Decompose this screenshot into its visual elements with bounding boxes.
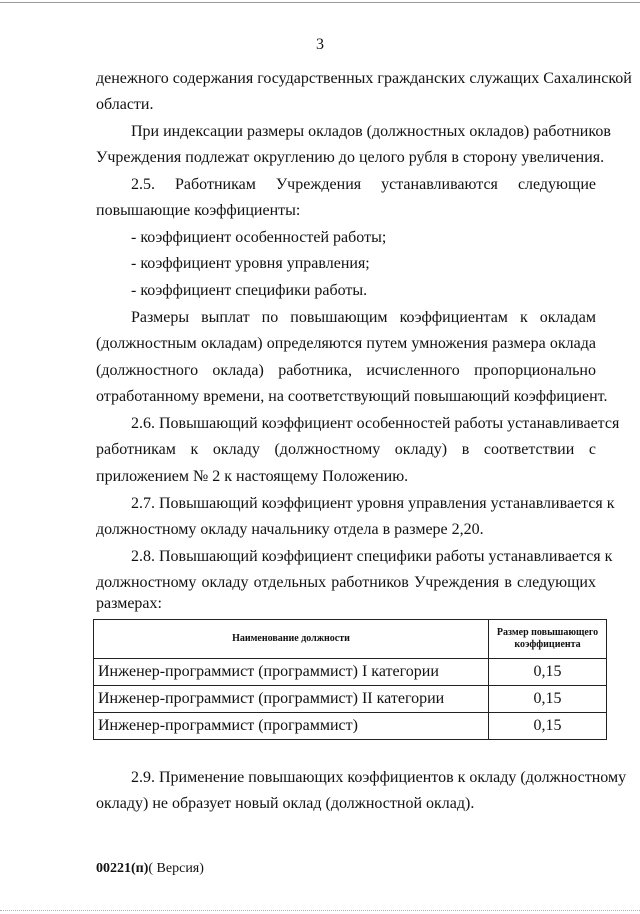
text-line: работникам к окладу (должностному окладу) в соответствии с: [96, 441, 596, 458]
page-number: 3: [316, 36, 324, 53]
text-line: 2.5. Работникам Учреждения устанавливаются следующие: [131, 176, 596, 193]
list-item: - коэффициент особенностей работы;: [131, 229, 387, 246]
document-footer: [96, 861, 204, 877]
text-line: 2.7. Повышающий коэффициент уровня управления устанавливается к: [131, 495, 615, 512]
text-line: 2.6. Повышающий коэффициент особенностей работы устанавливается: [131, 415, 620, 432]
text-line: приложением № 2 к настоящему Положению.: [96, 468, 409, 485]
document-code: 00221(п): [96, 861, 149, 876]
table-header-coefficient: Размер повышающего коэффициента: [489, 620, 607, 659]
table-row: [94, 686, 607, 713]
text-line: 2.8. Повышающий коэффициент специфики работы устанавливается к: [131, 548, 613, 565]
text-line: области.: [96, 96, 154, 113]
coefficient-table: [93, 619, 607, 740]
table-row: [94, 713, 607, 740]
table-cell-position: Инженер-программист (программист) II категории: [94, 686, 489, 713]
text-line: Учреждения подлежат округлению до целого рубля в сторону увеличения.: [96, 149, 605, 166]
list-item: - коэффициент специфики работы.: [131, 282, 368, 299]
list-item: - коэффициент уровня управления;: [131, 255, 370, 272]
table-cell-value: 0,15: [489, 713, 607, 740]
scan-top-edge: [0, 2, 640, 3]
text-line: окладу) не образует новый оклад (должностной оклад).: [96, 795, 475, 812]
document-version: ( Версия): [148, 861, 204, 876]
table-cell-position: Инженер-программист (программист): [94, 713, 489, 740]
text-line: повышающие коэффициенты:: [96, 202, 301, 219]
text-line: (должностным окладам) определяются путем умножения размера оклада: [96, 335, 596, 352]
text-line: должностному окладу начальнику отдела в размере 2,20.: [96, 521, 484, 538]
table-cell-position: Инженер-программист (программист) I категории: [94, 659, 489, 686]
scan-bottom-edge: [0, 910, 640, 911]
text-line: размерах:: [96, 595, 162, 612]
text-line: (должностного оклада) работника, исчисленного пропорционально: [96, 362, 596, 379]
text-line: При индексации размеры окладов (должностных окладов) работников: [131, 123, 611, 140]
table-cell-value: 0,15: [489, 686, 607, 713]
text-line: 2.9. Применение повышающих коэффициентов к окладу (должностному: [131, 769, 627, 786]
table-header-row: [94, 620, 607, 659]
text-line: Размеры выплат по повышающим коэффициентам к окладам: [131, 309, 596, 326]
table-row: [94, 659, 607, 686]
table-header-position: Наименование должности: [94, 620, 489, 659]
text-line: отработанному времени, на соответствующий повышающий коэффициент.: [96, 388, 608, 405]
table-cell-value: 0,15: [489, 659, 607, 686]
text-line: денежного содержания государственных гражданских служащих Сахалинской: [96, 70, 632, 87]
text-line: должностному окладу отдельных работников Учреждения в следующих: [96, 574, 596, 591]
